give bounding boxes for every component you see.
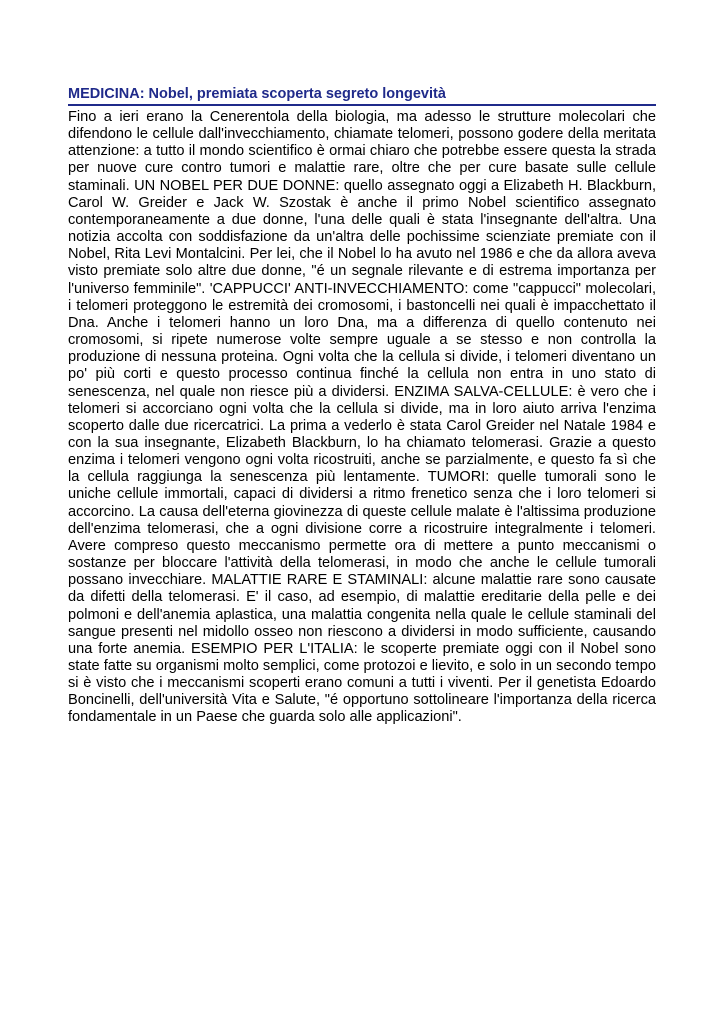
article-title: MEDICINA: Nobel, premiata scoperta segreto longevità bbox=[68, 85, 656, 106]
article-body: Fino a ieri erano la Cenerentola della biologia, ma adesso le strutture molecolari che difendono le cellule dall'invecchiamento, chiamate telomeri, possono godere della meritata attenzione: a tutto il mondo scientifico è ormai chiaro che potrebbe essere questa la strada per nuove cure contro tumori e malattie rare, oltre che per cure basate sulle cellule staminali. UN NOBEL PER DUE DONNE: quello assegnato oggi a Elizabeth H. Blackburn, Carol W. Greider e Jack W. Szostak è anche il primo Nobel scientifico assegnato contemporaneamente a due donne, l'una delle quali è stata l'insegnante dell'altra. Una notizia accolta con soddisfazione da un'altra delle pochissime scienziate premiate con il Nobel, Rita Levi Montalcini. Per lei, che il Nobel lo ha avuto nel 1986 e che da allora aveva visto premiate solo altre due donne, "é un segnale rilevante e di estrema importanza per l'universo femminile". 'CAPPUCCI' ANTI-INVECCHIAMENTO: come "cappucci" molecolari, i telomeri proteggono le estremità dei cromosomi, i bastoncelli nei quali è impacchettato il Dna. Anche i telomeri hanno un loro Dna, ma a differenza di quello contenuto nei cromosomi, si ripete numerose volte sempre uguale a se stesso e non controlla la produzione di nessuna proteina. Ogni volta che la cellula si divide, i telomeri diventano un po' più corti e questo processo continua finché la cellula non entra in uno stato di senescenza, nel quale non riesce più a dividersi. ENZIMA SALVA-CELLULE: è vero che i telomeri si accorciano ogni volta che la cellula si divide, ma in loro aiuto arriva l'enzima scoperto dalle due ricercatrici. La prima a vederlo è stata Carol Greider nel Natale 1984 e con la sua insegnante, Elizabeth Blackburn, lo ha chiamato telomerasi. Grazie a questo enzima i telomeri vengono ogni volta ricostruiti, anche se parzialmente, e questo fa sì che la cellula raggiunga la senescenza più lentamente. TUMORI: quelle tumorali sono le uniche cellule immortali, capaci di dividersi a ritmo frenetico senza che i loro telomeri si accorcino. La causa dell'eterna giovinezza di queste cellule malate è l'altissima produzione dell'enzima telomerasi, che a ogni divisione corre a ricostruire integralmente i telomeri. Avere compreso questo meccanismo permette ora di mettere a punto meccanismi o sostanze per bloccare l'attività della telomerasi, in modo che anche le cellule tumorali possano invecchiare. MALATTIE RARE E STAMINALI: alcune malattie rare sono causate da difetti della telomerasi. E' il caso, ad esempio, di malattie ereditarie della pelle e dei polmoni e dell'anemia aplastica, una malattia congenita nella quale le cellule staminali del sangue presenti nel midollo osseo non riescono a dividersi in modo sufficiente, causando una forte anemia. ESEMPIO PER L'ITALIA: le scoperte premiate oggi con il Nobel sono state fatte su organismi molto semplici, come protozoi e lievito, e solo in un secondo tempo si è visto che i meccanismi scoperti erano comuni a tutti i viventi. Per il genetista Edoardo Boncinelli, dell'università Vita e Salute, "é opportuno sottolineare l'importanza della ricerca fondamentale in un Paese che guarda solo alle applicazioni". bbox=[68, 109, 656, 726]
article bbox=[68, 85, 656, 727]
